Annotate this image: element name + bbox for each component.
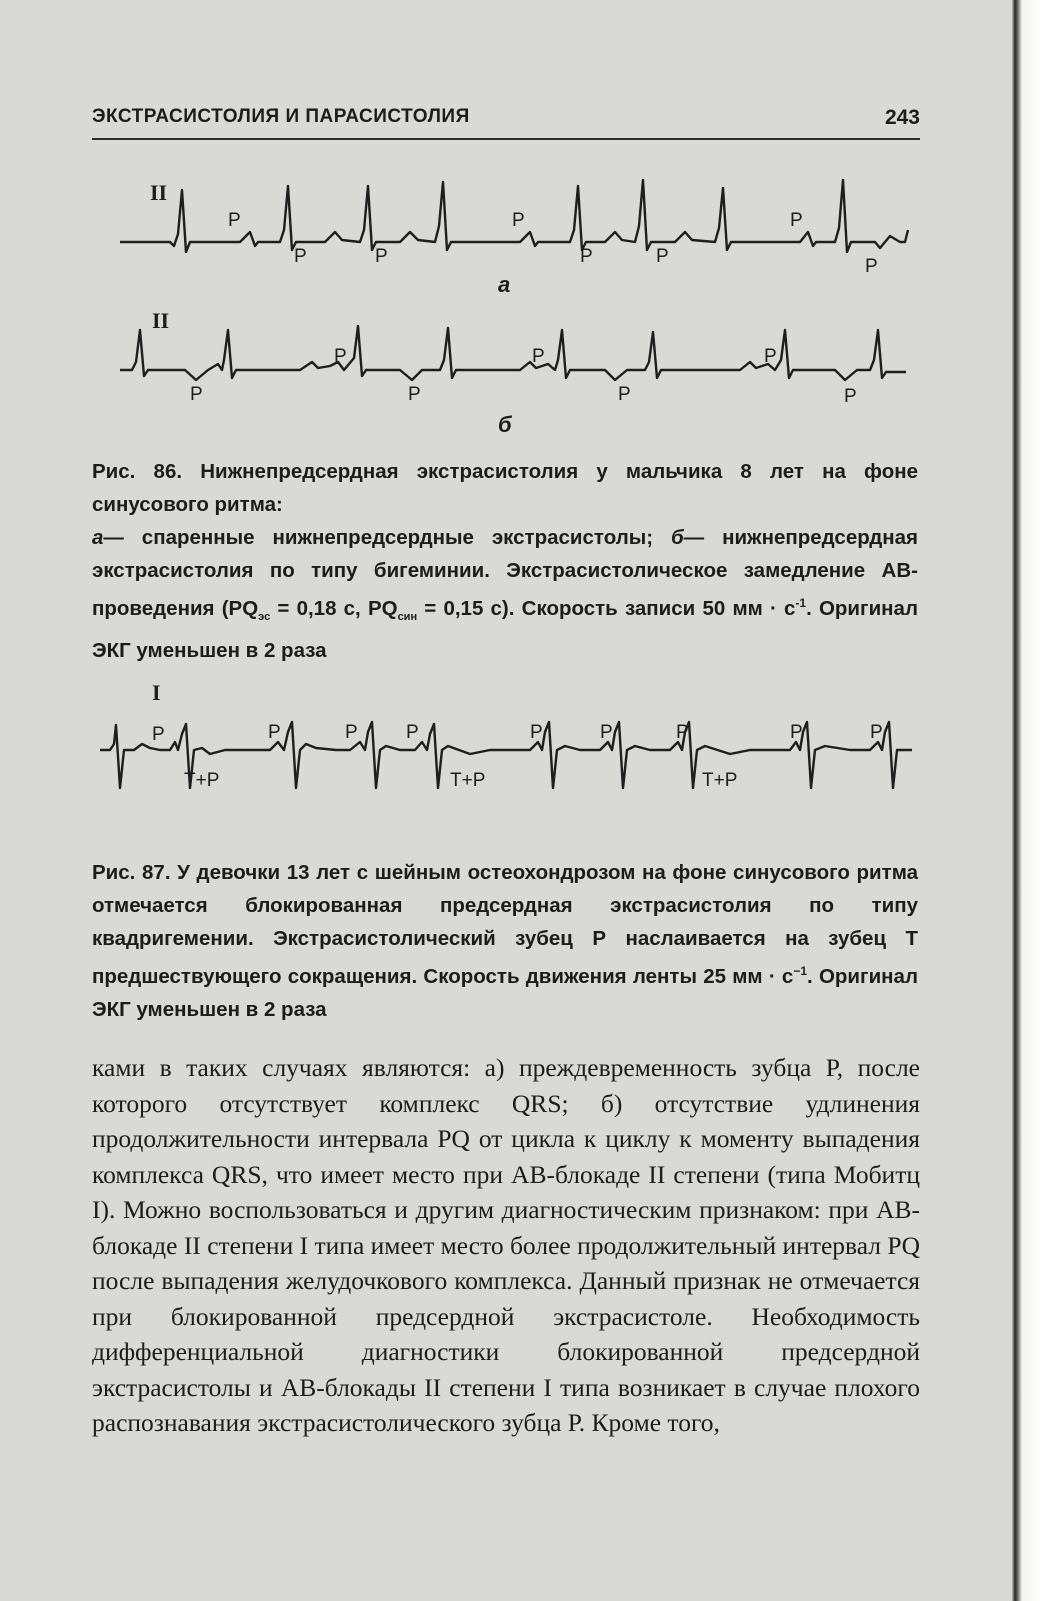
caption-text: Рис. 87. У девочки 13 лет с шейным остеохондрозом на фоне синусового ритма отмечается блокированная предсердная экстрасистолия по типу квадригемении. Экстрасистолический зубец Р наслаивается на зубец Т предшествующего сокращения. Скорость движения ленты 25 мм · с [92, 861, 918, 988]
caption-text: . Оригинал ЭКГ уменьшен в 2 раза [92, 964, 918, 1021]
figure-87-caption [92, 856, 918, 1026]
body-paragraph: ками в таких случаях являются: а) преждевременность зубца Р, после которого отсутствует комплекс QRS; б) отсутствие удлинения продолжительности интервала PQ от цикла к циклу к моменту выпадения комплекса QRS, что имеет место при АВ-блокаде II степени (типа Мобитц I). Можно воспользоваться и другим диагностическим признаком: при АВ-блокаде II степени I типа имеет место более продолжительный интервал PQ после выпадения желудочкового комплекса. Данный признак не отмечается при блокированной предсердной экстрасистоле. Необходимость дифференциальной диагностики блокированной предсердной экстрасистолы и АВ-блокады II степени I типа возникает в случае плохого распознавания экстрасистолического зубца Р. Кроме того, [92, 1053, 920, 1437]
p-wave-label: P [870, 722, 883, 743]
lead-label: II [152, 308, 170, 333]
p-wave-label: P [375, 246, 388, 267]
p-wave-label: P [268, 722, 281, 743]
tp-label: T+P [184, 770, 220, 791]
panel-label-a: а [498, 272, 511, 297]
caption-paragraph [92, 521, 918, 667]
subscript: эс [258, 610, 271, 623]
subscript: син [397, 610, 418, 623]
ecg-trace-87 [90, 680, 920, 810]
caption-marker-a: а [92, 526, 104, 549]
p-wave-label: P [406, 722, 419, 743]
lead-label: I [152, 680, 161, 705]
caption-marker-b: б [670, 526, 684, 549]
tp-label: T+P [450, 770, 486, 791]
page-number: 243 [884, 106, 920, 129]
p-wave-label: P [512, 210, 525, 231]
p-wave-label: P [190, 384, 203, 405]
p-wave-label: P [408, 384, 421, 405]
figure-86-caption [92, 455, 918, 667]
running-header [92, 104, 920, 140]
p-wave-label: P [334, 346, 347, 367]
caption-paragraph [92, 856, 918, 1026]
p-wave-label: P [530, 722, 543, 743]
tp-label: T+P [702, 770, 738, 791]
running-title: ЭКСТРАСИСТОЛИЯ И ПАРАСИСТОЛИЯ [92, 106, 470, 127]
ecg-trace-86b [100, 300, 920, 410]
caption-text: . Оригинал ЭКГ уменьшен в 2 раза [92, 596, 918, 662]
book-spine-edge [1012, 0, 1042, 1601]
caption-text: — спаренные нижнепредсердные экстрасистолы; [103, 526, 671, 549]
ecg-waveform [120, 326, 906, 380]
caption-text: = 0,18 с, PQ [270, 596, 398, 620]
lead-label: II [150, 180, 168, 205]
panel-label-b: б [498, 412, 512, 437]
p-wave-label: P [790, 722, 803, 743]
p-wave-label: P [764, 346, 777, 367]
p-wave-label: P [580, 246, 593, 267]
p-wave-label: P [532, 346, 545, 367]
caption-line: Рис. 86. Нижнепредсердная экстрасистолия у мальчика 8 лет на фоне синусового ритма: [92, 460, 918, 516]
caption-text: — нижнепредсердная экстрасистолия по типу бигеминии. Экстрасистолическое замедление АВ-проведения (PQ [92, 526, 918, 620]
p-wave-label: P [676, 722, 689, 743]
p-wave-label: P [152, 724, 165, 745]
caption-text: = 0,15 с). Скорость записи 50 мм · с [417, 596, 796, 620]
superscript: -1 [795, 596, 807, 610]
p-wave-label: P [228, 210, 241, 231]
p-wave-label: P [790, 210, 803, 231]
p-wave-label: P [600, 722, 613, 743]
p-wave-label: P [865, 256, 878, 277]
superscript: −1 [793, 964, 808, 978]
p-wave-label: P [618, 384, 631, 405]
p-wave-label: P [294, 246, 307, 267]
p-wave-label: P [345, 722, 358, 743]
p-wave-label: P [844, 386, 857, 407]
body-text [92, 1050, 920, 1441]
p-wave-label: P [656, 246, 669, 267]
